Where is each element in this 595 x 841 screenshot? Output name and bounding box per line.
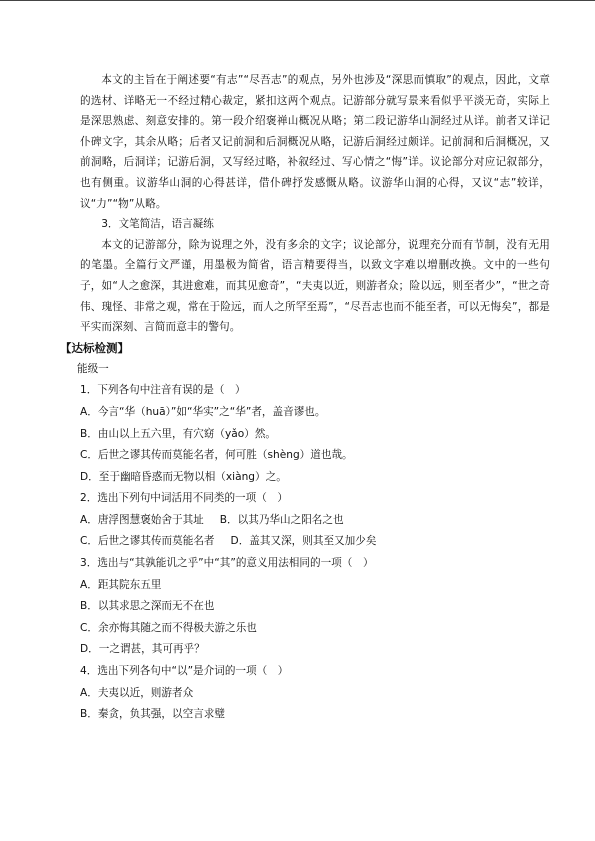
- question-option: A．今言“华（huā）”如“华实”之“华”者，盖音谬也。: [80, 405, 326, 418]
- question-stem: 2．选出下列句中词活用不同类的一项（ ）: [80, 492, 289, 505]
- question-option-row: [80, 531, 550, 553]
- question-option: B．以其求思之深而无不在也: [80, 600, 215, 613]
- question-option: B．秦贪，负其强，以空言求璧: [80, 708, 225, 721]
- question-option: B．以其乃华山之阳名之也: [219, 513, 344, 526]
- question-2: [80, 488, 550, 553]
- question-option-row: [80, 510, 550, 532]
- level-label: 能级一: [77, 362, 109, 375]
- question-4: [80, 661, 550, 726]
- document-body: [60, 70, 550, 726]
- question-option: B．由山以上五六里，有穴窈（yǎo）然。: [80, 427, 277, 440]
- question-option: C．后世之谬其传而莫能名者，何可胜（shèng）道也哉。: [80, 449, 353, 462]
- question-option: D．至于幽暗昏惑而无物以相（xiàng）之。: [80, 470, 287, 483]
- question-1: [80, 380, 550, 488]
- question-option: D．一之谓甚，其可再乎？: [80, 643, 205, 656]
- question-option: D．盖其又深，则其至又加少矣: [230, 535, 377, 548]
- question-option: C．后世之谬其传而莫能名者: [80, 535, 215, 548]
- section-title: 【达标检测】: [60, 340, 129, 355]
- header-rule: [0, 0, 595, 1]
- question-stem: 1．下列各句中注音有误的是（ ）: [80, 384, 246, 397]
- paragraph-point-3: 本文的记游部分，除为说理之外，没有多余的文字；议论部分，说理充分而有节制，没有无用的笔墨。全篇行文严谨，用墨极为简省，语言精要得当，以致文字难以增删改换。文中的一些句子，如“人之愈深，其进愈难，而其见愈奇”，“夫夷以近，则游者众；险以远，则至者少”，“世之奇伟、瑰怪、非常之观，常在于险远，而人之所罕至焉”，“尽吾志也而不能至者，可以无悔矣”，都是平实而深刻、言简而意丰的警句。: [80, 238, 550, 334]
- question-stem: 4．选出下列各句中“以”是介词的一项（ ）: [80, 665, 289, 678]
- question-option: C．余亦悔其随之而不得极夫游之乐也: [80, 621, 257, 634]
- point-3-heading: 3．文笔简洁，语言凝练: [101, 218, 214, 231]
- question-option: A．距其院东五里: [80, 578, 162, 591]
- question-option: A．夫夷以近，则游者众: [80, 686, 194, 699]
- paragraph-theme: 本文的主旨在于阐述要“有志”“尽吾志”的观点，另外也涉及“深思而慎取”的观点，因此，文章的选材、详略无一不经过精心裁定，紧扣这两个观点。记游部分就写景来看似乎平淡无奇，实际上是深思熟虑、刻意安排的。第一段介绍褒禅山概况从略；第二段记游华山洞经过从详。前者又详记仆碑文字，其余从略；后者又记前洞和后洞概况从略，记游后洞经过颇详。记前洞和后洞概况，又前洞略，后洞详；记游后洞，又写经过略，补叙经过、写心情之“悔”详。议论部分对应记叙部分，也有侧重。议游华山洞的心得甚详，借仆碑抒发感慨从略。议游华山洞的心得，又议“志”较详，议“力”“物”从略。: [80, 74, 550, 210]
- question-3: [80, 553, 550, 661]
- question-stem: 3．选出与“其孰能讥之乎”中“其”的意义用法相同的一项（ ）: [80, 557, 374, 570]
- question-option: A．唐浮图慧褒始舍于其址: [80, 513, 204, 526]
